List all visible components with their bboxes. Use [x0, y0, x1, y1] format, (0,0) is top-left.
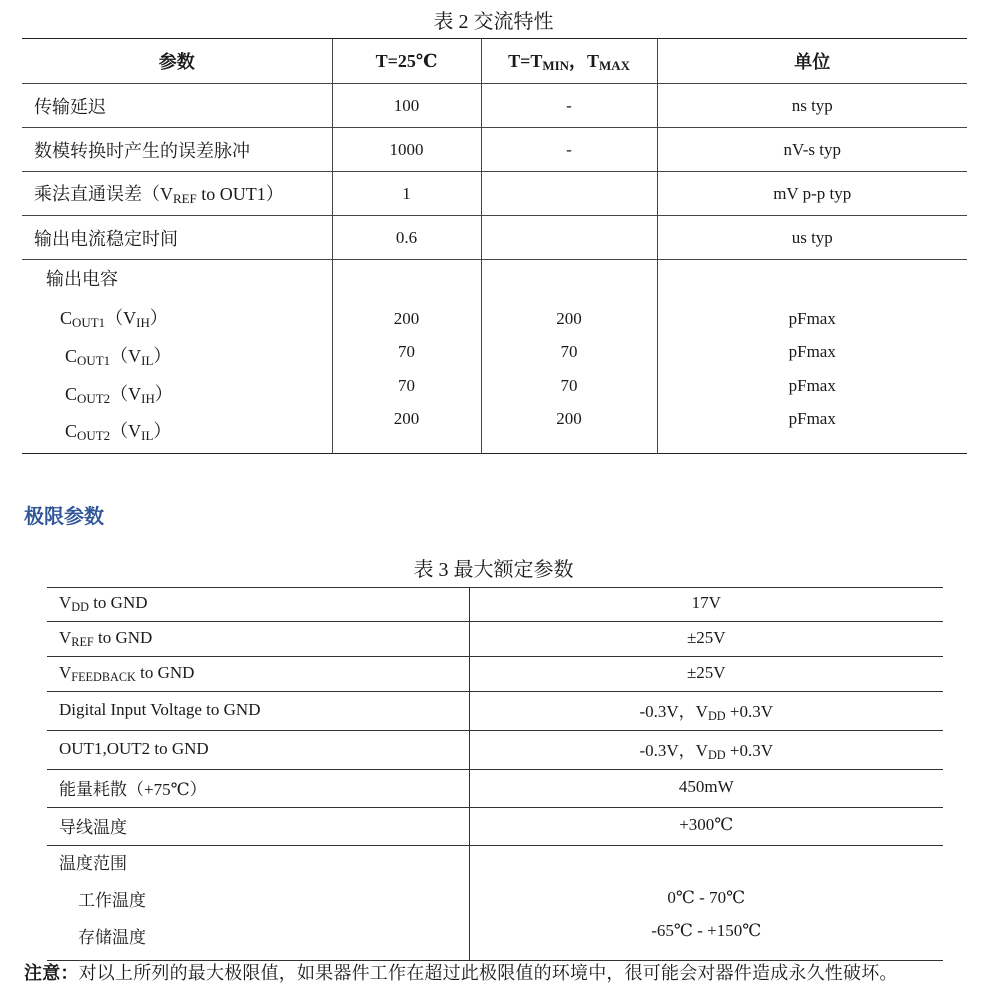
row-trange: - — [481, 128, 657, 172]
ac-characteristics-table — [22, 38, 967, 454]
table-row — [47, 622, 943, 657]
cap-t25-value: 200 — [393, 309, 420, 328]
rating-param: 能量耗散（+75℃） — [47, 770, 469, 808]
rating-param: $V_{REF}$ to GND — [47, 622, 469, 657]
footnote — [24, 959, 898, 985]
header-t25: T=25℃ — [332, 39, 481, 84]
table2-caption: 表 2 交流特性 — [433, 11, 554, 33]
row-param: 传输延迟 — [22, 84, 332, 128]
cap-unit-value: pFmax — [788, 342, 836, 361]
table-row — [47, 731, 943, 770]
rating-value: ±25V — [469, 622, 943, 657]
table3-caption: 表 3 最大额定参数 — [413, 559, 574, 581]
cap-trange-value: 70 — [560, 342, 578, 361]
table-header-row — [22, 39, 967, 84]
row-param: 输出电流稳定时间 — [22, 216, 332, 260]
rating-value: -0.3V，$V_{DD} +0.3V$ — [469, 692, 943, 731]
table-row — [22, 84, 967, 128]
operating-temp-label: 工作温度 — [78, 891, 146, 910]
temp-range-values — [469, 846, 943, 961]
rating-param: Digital Input Voltage to GND — [47, 692, 469, 731]
cap-item-label: $C_{OUT2}(V_{IL})$ — [65, 421, 172, 444]
row-trange: - — [481, 84, 657, 128]
capacitance-title: 输出电容 — [46, 269, 118, 289]
cap-t25-value: 70 — [398, 376, 415, 395]
cap-item-label: $C_{OUT1}(V_{IH})$ — [60, 308, 168, 331]
temp-range-labels — [47, 846, 469, 961]
capacitance-trange — [481, 260, 657, 454]
row-param: 数模转换时产生的误差脉冲 — [22, 128, 332, 172]
rating-param: $V_{FEEDBACK}$ to GND — [47, 657, 469, 692]
cap-trange-value: 200 — [556, 309, 582, 328]
rating-value: ±25V — [469, 657, 943, 692]
rating-value: +300℃ — [469, 808, 943, 846]
row-t25: 1000 — [332, 128, 481, 172]
rating-value: -0.3V，$V_{DD} +0.3V$ — [469, 731, 943, 770]
table-row — [22, 128, 967, 172]
rating-value: 450mW — [469, 770, 943, 808]
rating-param: 导线温度 — [47, 808, 469, 846]
row-trange — [481, 172, 657, 216]
cap-unit-value: pFmax — [788, 376, 836, 395]
footnote-label: 注意： — [24, 963, 79, 984]
capacitance-params — [22, 260, 332, 454]
cap-t25-value: 70 — [398, 342, 415, 361]
rating-param: $V_{DD}$ to GND — [47, 588, 469, 622]
row-t25: 0.6 — [332, 216, 481, 260]
capacitance-unit — [657, 260, 967, 454]
row-unit: mV p-p typ — [657, 172, 967, 216]
cap-t25-value: 200 — [393, 409, 420, 428]
storage-temp-label: 存储温度 — [78, 928, 146, 947]
header-param: 参数 — [22, 39, 332, 84]
temp-range-title: 温度范围 — [59, 854, 127, 873]
cap-trange-value: 70 — [560, 376, 578, 395]
cap-trange-value: 200 — [556, 409, 582, 428]
table-row — [47, 588, 943, 622]
storage-temp-value: -65℃ - +150℃ — [651, 921, 762, 940]
row-unit: nV-s typ — [657, 128, 967, 172]
table-row — [47, 770, 943, 808]
table-row — [22, 216, 967, 260]
table-row — [47, 692, 943, 731]
row-t25: 100 — [332, 84, 481, 128]
header-trange: $T=T_{MIN}$，$T_{MAX}$ — [481, 39, 657, 84]
capacitance-row — [22, 260, 967, 454]
cap-item-label: $C_{OUT2}(V_{IH})$ — [65, 384, 173, 407]
row-unit: ns typ — [657, 84, 967, 128]
cap-item-label: $C_{OUT1}(V_{IL})$ — [65, 346, 172, 369]
row-unit: us typ — [657, 216, 967, 260]
table-row — [47, 657, 943, 692]
table-row — [22, 172, 967, 216]
section-heading: 极限参数 — [24, 504, 104, 528]
row-param: 乘法直通误差（$V_{REF}$ to OUT1） — [22, 172, 332, 216]
operating-temp-value: 0℃ - 70℃ — [667, 888, 746, 907]
row-trange — [481, 216, 657, 260]
footnote-text: 对以上所列的最大极限值，如果器件工作在超过此极限值的环境中，很可能会对器件造成永久性破坏。 — [78, 963, 898, 984]
row-t25: 1 — [332, 172, 481, 216]
rating-value: 17V — [469, 588, 943, 622]
rating-param: OUT1,OUT2 to GND — [47, 731, 469, 770]
max-ratings-table — [47, 587, 943, 961]
cap-unit-value: pFmax — [788, 409, 836, 428]
header-unit: 单位 — [657, 39, 967, 84]
capacitance-t25 — [332, 260, 481, 454]
cap-unit-value: pFmax — [788, 309, 836, 328]
temperature-range-row — [47, 846, 943, 961]
table-row — [47, 808, 943, 846]
